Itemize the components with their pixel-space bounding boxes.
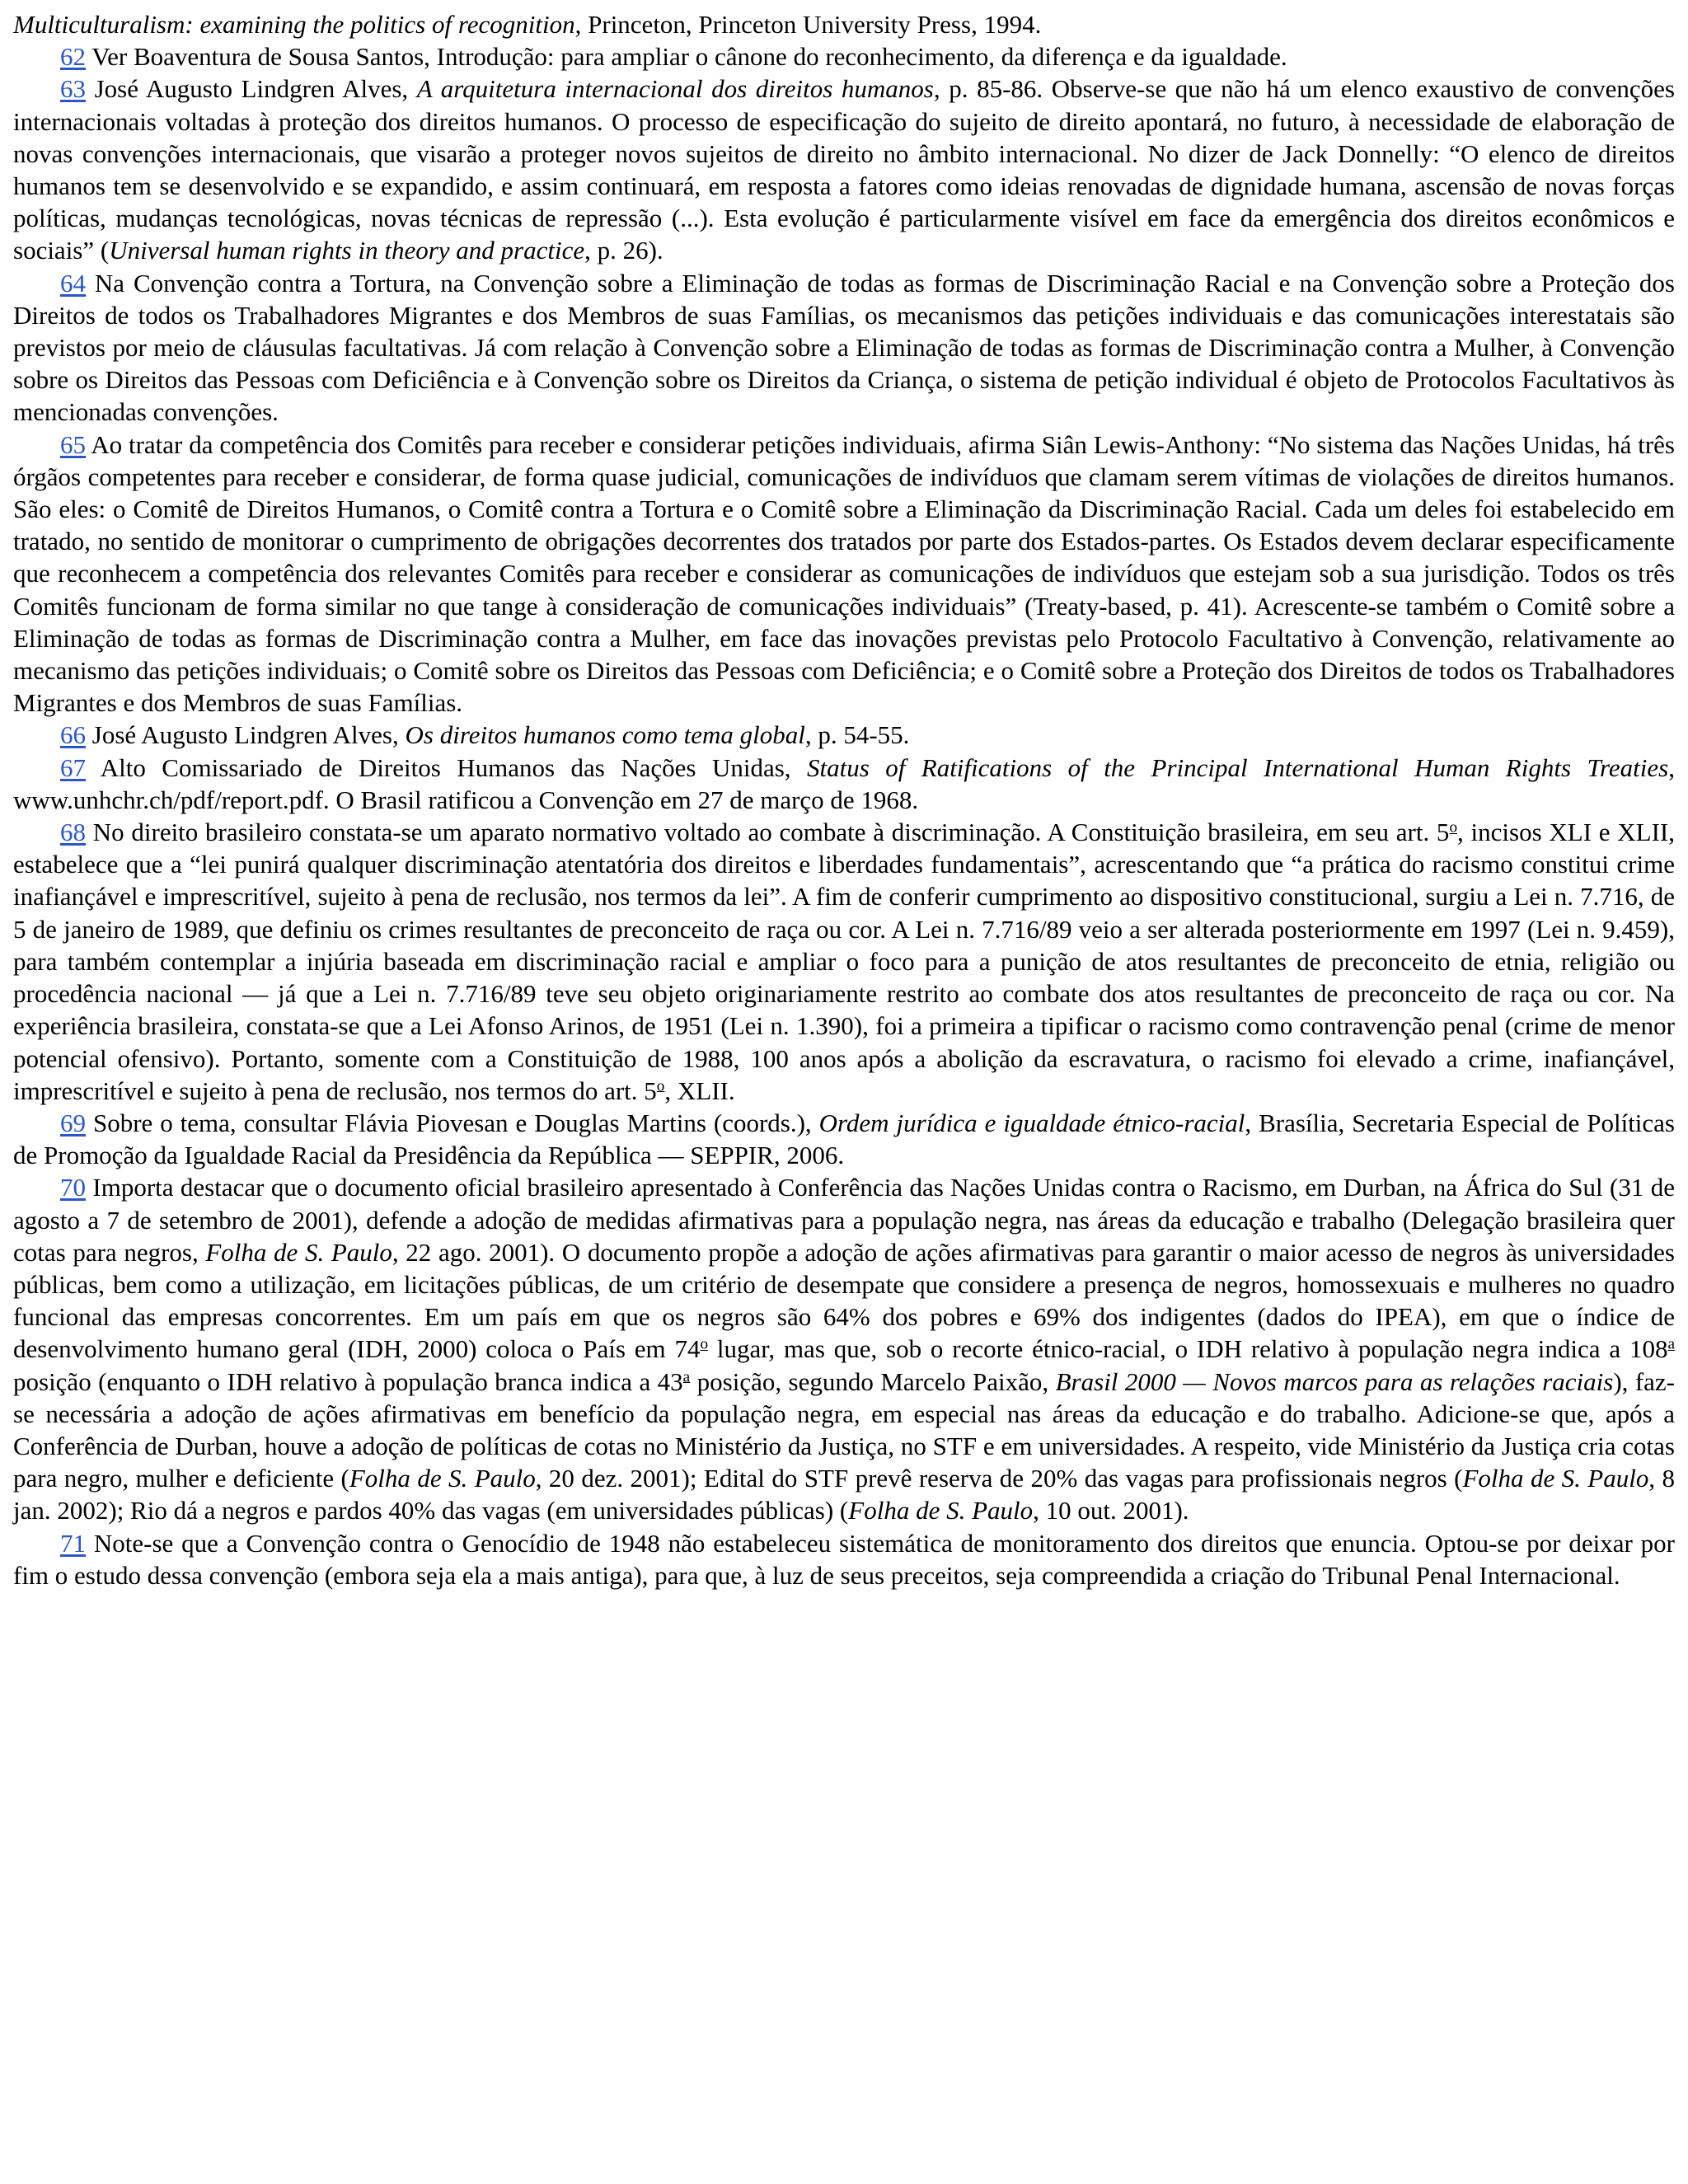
footnote-ref-link[interactable]: 62	[60, 42, 86, 72]
footnote-ref-link[interactable]: 69	[60, 1108, 86, 1137]
footnote-text: Sobre o tema, consultar Flávia Piovesan e Douglas Martins (coords.),	[92, 1108, 819, 1137]
footnote-text: lugar, mas que, sob o recorte étnico-racial, o IDH relativo à população negra indica a 108	[708, 1334, 1668, 1364]
footnote-ref-link[interactable]: 63	[60, 74, 86, 104]
footnote-70	[13, 1171, 1675, 1526]
ordinal-indicator: o	[656, 1077, 665, 1095]
italic-title: Os direitos humanos como tema global	[405, 720, 805, 750]
footnote-71	[13, 1527, 1675, 1591]
footnote-text: Alto Comissariado de Direitos Humanos das Nações Unidas,	[100, 752, 807, 782]
italic-title: Brasil 2000 — Novos marcos para as relações raciais	[1055, 1366, 1614, 1396]
italic-title: Status of Ratifications of the Principal International Human Rights Treaties	[806, 752, 1669, 782]
italic-title: Folha de S. Paulo	[1462, 1464, 1649, 1493]
footnote-ref-link[interactable]: 65	[60, 429, 86, 459]
footnote-text: Note-se que a Convenção contra o Genocídio de 1948 não estabeleceu sistemática de monitoramento dos direitos que enuncia. Optou-se por deixar por fim o estudo dessa convenção (embora seja ela a mais antiga), para que, à luz de seus preceitos, seja compreendida a criação do Tribunal Penal Internacional.	[13, 1528, 1675, 1590]
footnote-text: , 22 ago. 2001). O documento propõe a adoção de ações afirmativas para garantir o maior acesso de negros às universidades públicas, bem como a utilização, em licitações públicas, de um critério de desempate que considere a presença de negros, homossexuais e mulheres no quadro funcional das empresas concorrentes. Em um país em que os negros são 64% dos pobres e 69% dos indigentes (dados do IPEA), em que o índice de desenvolvimento humano geral (IDH, 2000) coloca o País em 74	[13, 1237, 1675, 1364]
footnote-62	[13, 40, 1675, 73]
footnote-text: , p. 54-55.	[804, 720, 910, 750]
footnote-text: , incisos XLI e XLII, estabelece que a “lei punirá qualquer discriminação atentatória dos direitos e liberdades fundamentais”, acrescentando que “a prática do racismo constitui crime inafiançável e imprescritível, sujeito à pena de reclusão, nos termos da lei”. A fim de conferir cumprimento ao dispositivo constitucional, surgiu a Lei n. 7.716, de 5 de janeiro de 1989, que definiu os crimes resultantes de preconceito de raça ou cor. A Lei n. 7.716/89 veio a ser alterada posteriormente em 1997 (Lei n. 9.459), para também contemplar a injúria baseada em discriminação racial e ampliar o foco para a punição de atos resultantes de preconceito de etnia, religião ou procedência nacional — já que a Lei n. 7.716/89 teve seu objeto originariamente restrito ao combate dos atos resultantes de preconceito de raça ou cor. Na experiência brasileira, constata-se que a Lei Afonso Arinos, de 1951 (Lei n. 1.390), foi a primeira a tipificar o racismo como contravenção penal (crime de menor potencial ofensivo). Portanto, somente com a Constituição de 1988, 100 anos após a abolição da escravatura, o racismo foi elevado a crime, inafiançável, imprescritível e sujeito à pena de reclusão, nos termos do art. 5	[13, 818, 1675, 1105]
italic-title: Folha de S. Paulo	[205, 1237, 392, 1267]
footnote-text: , p. 26).	[584, 236, 663, 265]
footnote-text: , p. 85-86. Observe-se que não há um elenco exaustivo de convenções internacionais voltadas à proteção dos direitos humanos. O processo de especificação do sujeito de direito apontará, no futuro, à necessidade de elaboração de novas convenções internacionais, que visarão a proteger novos sujeitos de direito no âmbito internacional. No dizer de Jack Donnelly: “O elenco de direitos humanos tem se desenvolvido e se expandido, e assim continuará, em resposta a fatores como ideias renovadas de dignidade humana, ascensão de novas forças políticas, mudanças tecnológicas, novas técnicas de repressão (...). Esta evolução é particularmente visível em face da emergência dos direitos econômicos e sociais” (	[13, 74, 1675, 265]
footnote-text: , 10 out. 2001).	[1033, 1496, 1189, 1526]
italic-title: Ordem jurídica e igualdade étnico-racial	[818, 1108, 1245, 1137]
footnote-ref-link[interactable]: 67	[60, 752, 86, 782]
footnote-continuation	[13, 8, 1675, 40]
italic-title: Folha de S. Paulo	[848, 1496, 1034, 1526]
footnote-ref-link[interactable]: 68	[60, 818, 86, 847]
footnote-text: Ver Boaventura de Sousa Santos, Introdução: para ampliar o cânone do reconhecimento, da diferença e da igualdade.	[91, 42, 1287, 72]
footnote-64	[13, 267, 1675, 429]
ordinal-indicator: o	[1449, 818, 1458, 837]
footnote-text: , Brasília, Secretaria Especial de Políticas de Promoção da Igualdade Racial da Presidência da República — SEPPIR, 2006.	[13, 1108, 1675, 1170]
footnote-text: , 8 jan. 2002); Rio dá a negros e pardos 40% das vagas (em universidades públicas) (	[13, 1464, 1676, 1526]
footnote-text: , 20 dez. 2001); Edital do STF prevê reserva de 20% das vagas para profissionais negros (	[535, 1464, 1463, 1493]
footnote-text: José Augusto Lindgren Alves,	[94, 74, 417, 104]
footnote-68	[13, 816, 1675, 1107]
footnote-ref-link[interactable]: 71	[60, 1528, 86, 1558]
italic-title: Folha de S. Paulo	[349, 1464, 536, 1493]
ordinal-indicator: a	[1667, 1335, 1675, 1353]
footnote-text: José Augusto Lindgren Alves,	[91, 720, 406, 750]
footnote-text: posição, segundo Marcelo Paixão,	[690, 1366, 1056, 1396]
italic-title: A arquitetura internacional dos direitos humanos	[416, 74, 934, 104]
italic-title: Multiculturalism: examining the politics of recognition	[13, 10, 575, 39]
footnote-text: , Princeton, Princeton University Press, 1994.	[574, 10, 1042, 39]
footnote-67	[13, 752, 1675, 816]
footnote-63	[13, 73, 1675, 266]
footnote-text: Na Convenção contra a Tortura, na Convenção sobre a Eliminação de todas as formas de Discriminação Racial e na Convenção sobre a Proteção dos Direitos de todos os Trabalhadores Migrantes e dos Membros de suas Famílias, os mecanismos das petições individuais e das comunicações interestatais são previstos por meio de cláusulas facultativas. Já com relação à Convenção sobre a Eliminação de todas as formas de Discriminação contra a Mulher, à Convenção sobre os Direitos das Pessoas com Deficiência e à Convenção sobre os Direitos da Criança, o sistema de petição individual é objeto de Protocolos Facultativos às mencionadas convenções.	[13, 268, 1676, 427]
footnote-list	[13, 8, 1675, 1591]
footnote-ref-link[interactable]: 66	[60, 720, 86, 750]
footnote-65	[13, 429, 1675, 719]
footnote-text: , www.unhchr.ch/pdf/report.pdf. O Brasil ratificou a Convenção em 27 de março de 1968.	[13, 752, 1675, 814]
footnote-text: posição (enquanto o IDH relativo à população branca indica a 43	[13, 1366, 683, 1396]
footnote-text: Ao tratar da competência dos Comitês para receber e considerar petições individuais, afirma Siân Lewis-Anthony: “No sistema das Nações Unidas, há três órgãos competentes para receber e considerar, de forma quase judicial, comunicações de indivíduos que clamam serem vítimas de violações de direitos humanos. São eles: o Comitê de Direitos Humanos, o Comitê contra a Tortura e o Comitê sobre a Eliminação da Discriminação Racial. Cada um deles foi estabelecido em tratado, no sentido de monitorar o cumprimento de obrigações decorrentes dos tratados por parte dos Estados-partes. Os Estados devem declarar especificamente que reconhecem a competência dos relevantes Comitês para receber e considerar as comunicações de indivíduos que estejam sob a sua jurisdição. Todos os três Comitês funcionam de forma similar no que tange à consideração de comunicações individuais” (Treaty-based, p. 41). Acrescente-se também o Comitê sobre a Eliminação de todas as formas de Discriminação contra a Mulher, em face das inovações previstas pelo Protocolo Facultativo à Convenção, relativamente ao mecanismo das petições individuais; o Comitê sobre os Direitos das Pessoas com Deficiência; e o Comitê sobre a Proteção dos Direitos de todos os Trabalhadores Migrantes e dos Membros de suas Famílias.	[13, 429, 1675, 718]
footnote-text: , XLII.	[664, 1076, 735, 1105]
footnote-text: ), faz-se necessária a adoção de ações afirmativas em benefício da população negra, em especial nas áreas da educação e do trabalho. Adicione-se que, após a Conferência de Durban, houve a adoção de políticas de cotas no Ministério da Justiça, no STF e em universidades. A respeito, vide Ministério da Justiça cria cotas para negro, mulher e deficiente (	[13, 1366, 1675, 1493]
ordinal-indicator: a	[682, 1367, 691, 1385]
footnote-66	[13, 719, 1675, 751]
footnote-text: Importa destacar que o documento oficial brasileiro apresentado à Conferência das Nações Unidas contra o Racismo, em Durban, na África do Sul (31 de agosto a 7 de setembro de 2001), defende a adoção de medidas afirmativas para a população negra, nas áreas da educação e trabalho (Delegação brasileira quer cotas para negros,	[13, 1173, 1675, 1267]
footnote-69	[13, 1107, 1675, 1171]
ordinal-indicator: o	[700, 1335, 709, 1353]
footnote-ref-link[interactable]: 70	[60, 1173, 86, 1202]
footnote-text: No direito brasileiro constata-se um aparato normativo voltado ao combate à discriminação. A Constituição brasileira, em seu art. 5	[92, 818, 1450, 847]
footnote-ref-link[interactable]: 64	[60, 268, 86, 298]
italic-title: Universal human rights in theory and practice	[109, 236, 585, 265]
